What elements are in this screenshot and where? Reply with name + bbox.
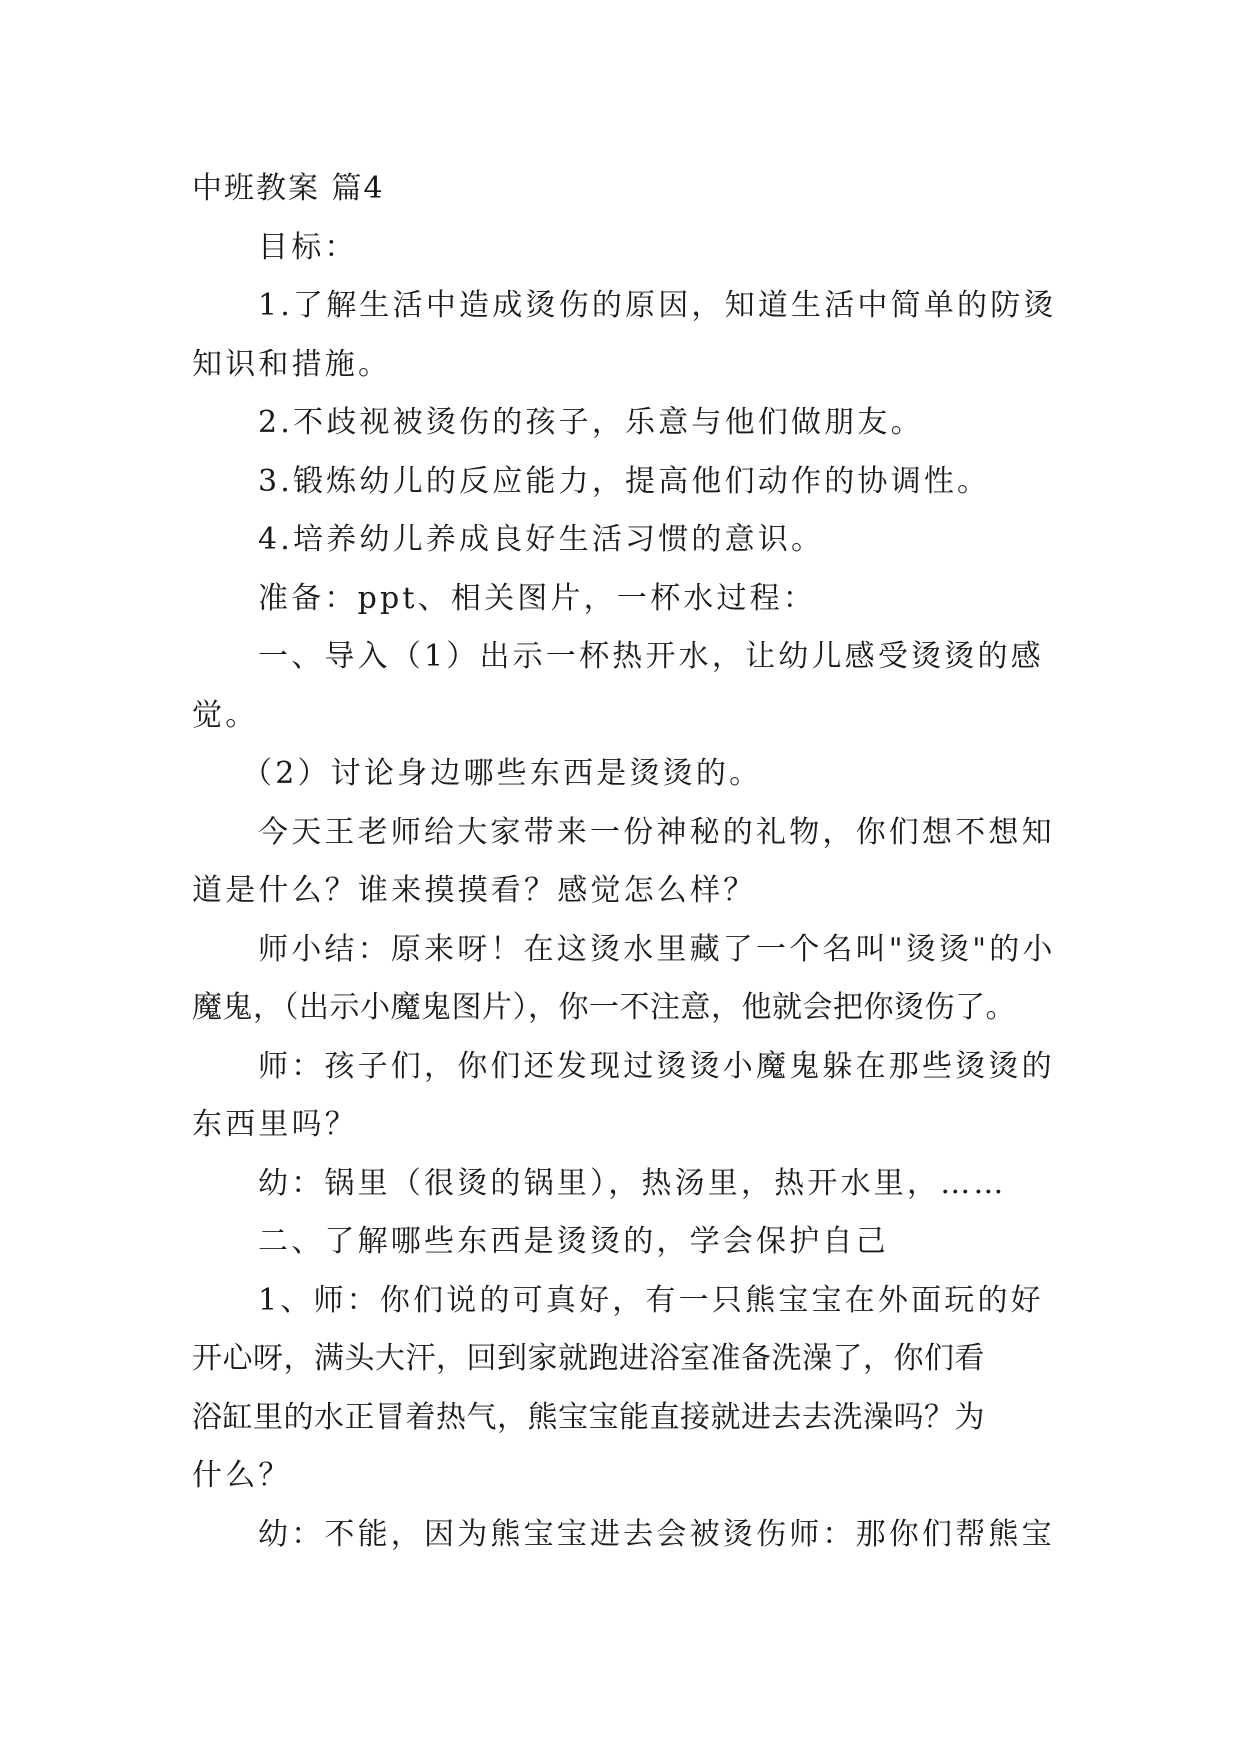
paragraph-line: 二、了解哪些东西是烫烫的，学会保护自己 <box>258 1224 889 1259</box>
paragraph-line: 东西里吗？ <box>192 1107 358 1142</box>
paragraph-line: 幼：锅里（很烫的锅里），热汤里，热开水里，…… <box>258 1165 1007 1201</box>
paragraph-line: 4.培养幼儿养成良好生活习惯的意识。 <box>258 522 825 557</box>
paragraph-line: 今天王老师给大家带来一份神秘的礼物，你们想不想知 <box>258 814 1055 850</box>
paragraph-line: 3.锻炼幼儿的反应能力，提高他们动作的协调性。 <box>258 463 991 499</box>
paragraph-line: 1.了解生活中造成烫伤的原因，知道生活中简单的防烫 <box>258 288 1057 323</box>
paragraph-line: 1、师：你们说的可真好，有一只熊宝宝在外面玩的好 <box>258 1282 1044 1318</box>
paragraph-line: 准备：ppt、相关图片，一杯水过程： <box>258 580 817 616</box>
paragraph-line: 知识和措施。 <box>192 346 392 382</box>
paragraph-line: 2.不歧视被烫伤的孩子，乐意与他们做朋友。 <box>258 405 924 440</box>
paragraph-line: 什么？ <box>192 1458 292 1493</box>
paragraph-line: 觉。 <box>192 697 259 733</box>
paragraph-line: 师小结：原来呀！在这烫水里藏了一个名叫"烫烫"的小 <box>258 931 1056 967</box>
document-page <box>192 160 1057 1564</box>
paragraph-line: （2）讨论身边哪些东西是烫烫的。 <box>242 756 763 791</box>
paragraph-line: 魔鬼，（出示小魔鬼图片），你一不注意，他就会把你烫伤了。 <box>192 990 1016 1025</box>
paragraph-line: 浴缸里的水正冒着热气，熊宝宝能直接就进去去洗澡吗？为 <box>192 1399 985 1435</box>
paragraph-line: 幼：不能，因为熊宝宝进去会被烫伤师：那你们帮熊宝 <box>258 1516 1055 1552</box>
paragraph-line: 一、导入（1）出示一杯热开水，让幼儿感受烫烫的感 <box>258 639 1044 674</box>
paragraph-line: 道是什么？谁来摸摸看？感觉怎么样？ <box>192 873 757 908</box>
paragraph-line: 开心呀，满头大汗，回到家就跑进浴室准备洗澡了，你们看 <box>192 1341 985 1376</box>
paragraph-line: 师：孩子们，你们还发现过烫烫小魔鬼躲在那些烫烫的 <box>258 1048 1055 1084</box>
paragraph-line: 目标： <box>258 229 358 265</box>
document-title: 中班教案 篇4 <box>192 171 385 206</box>
